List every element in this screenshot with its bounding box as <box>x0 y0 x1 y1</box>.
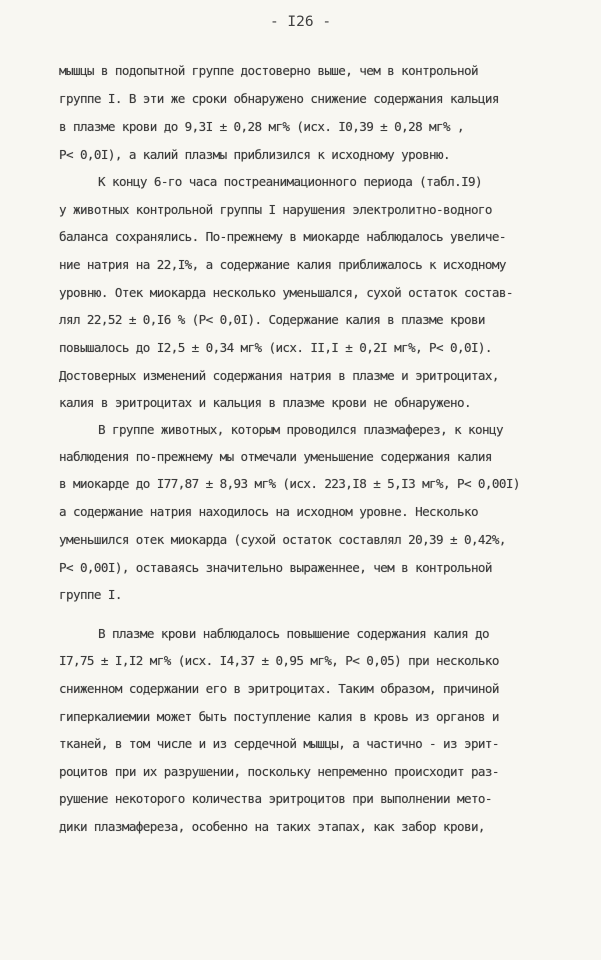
text-line: наблюдения по-прежнему мы отмечали уменьшение содержания калия <box>59 449 492 464</box>
text-line: гиперкалиемии может быть поступление калия в кровь из органов и <box>59 709 499 724</box>
text-line: тканей, в том числе и из сердечной мышцы, а частично - из эрит- <box>59 736 499 751</box>
text-line: калия в эритроцитах и кальция в плазме крови не обнаружено. <box>59 395 471 410</box>
text-line: в плазме крови до 9,3I ± 0,28 мг% (исх. I0,39 ± 0,28 мг% , <box>59 119 464 134</box>
text-line: В плазме крови наблюдалось повышение содержания калия до <box>98 626 489 641</box>
page-number: - I26 - <box>269 14 332 30</box>
text-line: Достоверных изменений содержания натрия в плазме и эритроцитах, <box>59 368 499 383</box>
text-line: группе I. В эти же сроки обнаружено снижение содержания кальция <box>59 91 499 106</box>
text-line: лял 22,52 ± 0,I6 % (Р< 0,0I). Содержание калия в плазме крови <box>59 312 485 327</box>
text-line: ние натрия на 22,I%, а содержание калия приближалось к исходному <box>59 257 506 272</box>
text-line: Р< 0,00I), оставаясь значительно выраженнее, чем в контрольной <box>59 560 492 575</box>
text-line: баланса сохранялись. По-прежнему в миокарде наблюдалось увеличе- <box>59 229 506 244</box>
text-line: сниженном содержании его в эритроцитах. Таким образом, причиной <box>59 681 499 696</box>
text-line: рушение некоторого количества эритроцитов при выполнении мето- <box>59 791 492 806</box>
text-line: дики плазмафереза, особенно на таких этапах, как забор крови, <box>59 819 485 834</box>
text-line: роцитов при их разрушении, поскольку непременно происходит раз- <box>59 764 499 779</box>
text-line: В группе животных, которым проводился плазмаферез, к концу <box>98 422 503 437</box>
text-line: уровню. Отек миокарда несколько уменьшался, сухой остаток состав- <box>59 285 513 300</box>
text-line: К концу 6-го часа постреанимационного периода (табл.I9) <box>98 174 483 189</box>
text-line: у животных контрольной группы I нарушения электролитно-водного <box>59 202 492 217</box>
text-line: повышалось до I2,5 ± 0,34 мг% (исх. II,I ± 0,2I мг%, Р< 0,0I). <box>59 340 492 355</box>
text-line: уменьшился отек миокарда (сухой остаток составлял 20,39 ± 0,42%, <box>59 532 506 547</box>
text-line: группе I. <box>59 587 122 602</box>
text-line: Р< 0,0I), а калий плазмы приблизился к исходному уровню. <box>59 147 450 162</box>
text-line: в миокарде до I77,87 ± 8,93 мг% (исх. 223,I8 ± 5,I3 мг%, Р< 0,00I) <box>59 476 520 491</box>
text-line: мышцы в подопытной группе достоверно выше, чем в контрольной <box>59 63 478 78</box>
text-line: I7,75 ± I,I2 мг% (исх. I4,37 ± 0,95 мг%, Р< 0,05) при несколько <box>59 653 499 668</box>
text-line: а содержание натрия находилось на исходном уровне. Несколько <box>59 504 478 519</box>
